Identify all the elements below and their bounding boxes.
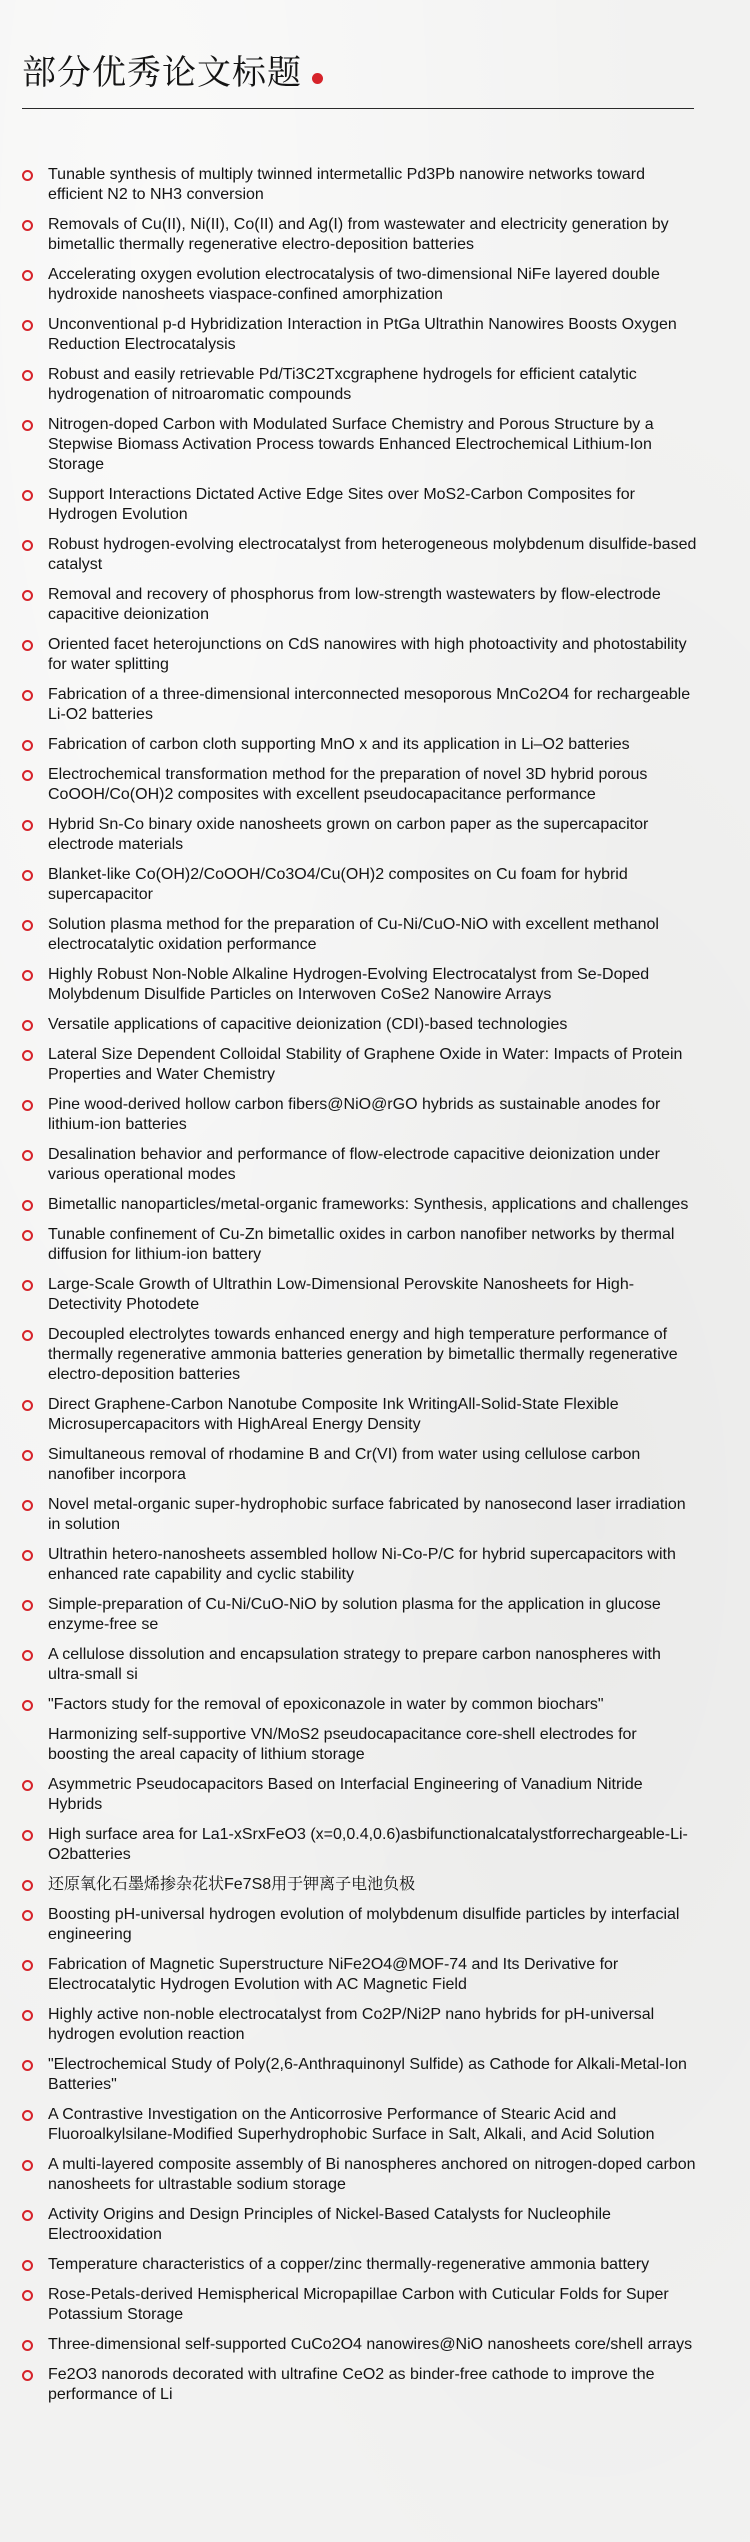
- circle-bullet-icon: [22, 170, 33, 181]
- circle-bullet-icon: [22, 2290, 33, 2301]
- circle-bullet-icon: [22, 1880, 33, 1891]
- circle-bullet-icon: [22, 270, 33, 281]
- paper-title: Bimetallic nanoparticles/metal-organic frameworks: Synthesis, applications and challenges: [48, 1196, 689, 1213]
- circle-bullet-icon: [22, 540, 33, 551]
- circle-bullet-icon: [22, 1500, 33, 1511]
- paper-title: Harmonizing self-supportive VN/MoS2 pseudocapacitance core-shell electrodes for boosting the areal capacity of lithium storage: [48, 1726, 637, 1763]
- list-item: [22, 1545, 698, 1585]
- list-item: [22, 2055, 698, 2095]
- list-item: [22, 1905, 698, 1945]
- list-item: [22, 685, 698, 725]
- paper-title: A cellulose dissolution and encapsulation strategy to prepare carbon nanospheres with ultra-small si: [48, 1646, 661, 1683]
- paper-title: Robust hydrogen-evolving electrocatalyst from heterogeneous molybdenum disulfide-based catalyst: [48, 536, 697, 573]
- circle-bullet-icon: [22, 1280, 33, 1291]
- list-item: [22, 585, 698, 625]
- list-item: [22, 965, 698, 1005]
- list-item: [22, 865, 698, 905]
- paper-title: Highly Robust Non-Noble Alkaline Hydrogen-Evolving Electrocatalyst from Se-Doped Molybdenum Disulfide Particles on Interwoven CoSe2 Nanowire Arrays: [48, 966, 650, 1003]
- paper-title: 还原氧化石墨烯掺杂花状Fe7S8用于钾离子电池负极: [48, 1876, 416, 1893]
- paper-title: Fe2O3 nanorods decorated with ultrafine CeO2 as binder-free cathode to improve the performance of Li: [48, 2366, 655, 2403]
- circle-bullet-icon: [22, 740, 33, 751]
- circle-bullet-icon: [22, 370, 33, 381]
- circle-bullet-icon: [22, 1400, 33, 1411]
- circle-bullet-icon: [22, 1700, 33, 1711]
- paper-title: Tunable synthesis of multiply twinned intermetallic Pd3Pb nanowire networks toward efficient N2 to NH3 conversion: [48, 166, 646, 203]
- circle-bullet-icon: [22, 1200, 33, 1211]
- paper-title: Direct Graphene-Carbon Nanotube Composite Ink WritingAll-Solid-State Flexible Microsupercapacitors with HighAreal Energy Density: [48, 1396, 619, 1433]
- paper-title: Simple-preparation of Cu-Ni/CuO-NiO by solution plasma for the application in glucose enzyme-free se: [48, 1596, 661, 1633]
- circle-bullet-icon: [22, 2060, 33, 2071]
- circle-bullet-icon: [22, 920, 33, 931]
- list-item: [22, 2285, 698, 2325]
- list-item: [22, 365, 698, 405]
- list-item: [22, 1775, 698, 1815]
- paper-title: Three-dimensional self-supported CuCo2O4 nanowires@NiO nanosheets core/shell arrays: [48, 2336, 693, 2353]
- list-item: [22, 1725, 698, 1765]
- list-item: [22, 735, 698, 755]
- paper-title: Boosting pH-universal hydrogen evolution of molybdenum disulfide particles by interfacial engineering: [48, 1906, 680, 1943]
- list-item: [22, 2205, 698, 2245]
- list-item: [22, 765, 698, 805]
- list-item: [22, 1955, 698, 1995]
- circle-bullet-icon: [22, 2370, 33, 2381]
- list-item: [22, 1645, 698, 1685]
- paper-title: Hybrid Sn-Co binary oxide nanosheets grown on carbon paper as the supercapacitor electrode materials: [48, 816, 649, 853]
- paper-title: Solution plasma method for the preparation of Cu-Ni/CuO-NiO with excellent methanol electrocatalytic oxidation performance: [48, 916, 659, 953]
- paper-title: "Electrochemical Study of Poly(2,6-Anthraquinonyl Sulfide) as Cathode for Alkali-Metal-Ion Batteries": [48, 2056, 687, 2093]
- paper-title: Rose-Petals-derived Hemispherical Micropapillae Carbon with Cuticular Folds for Super Potassium Storage: [48, 2286, 669, 2323]
- paper-title: A multi-layered composite assembly of Bi nanospheres anchored on nitrogen-doped carbon nanosheets for ultrastable sodium storage: [48, 2156, 696, 2193]
- paper-title: Simultaneous removal of rhodamine B and Cr(VI) from water using cellulose carbon nanofiber incorpora: [48, 1446, 641, 1483]
- circle-bullet-icon: [22, 1650, 33, 1661]
- list-item: [22, 1825, 698, 1865]
- list-item: [22, 415, 698, 475]
- paper-title: Oriented facet heterojunctions on CdS nanowires with high photoactivity and photostability for water splitting: [48, 636, 687, 673]
- list-item: [22, 165, 698, 205]
- circle-bullet-icon: [22, 1100, 33, 1111]
- circle-bullet-icon: [22, 1050, 33, 1061]
- list-item: [22, 1695, 698, 1715]
- paper-title: Support Interactions Dictated Active Edge Sites over MoS2-Carbon Composites for Hydrogen Evolution: [48, 486, 635, 523]
- list-item: [22, 2155, 698, 2195]
- list-item: [22, 1395, 698, 1435]
- paper-title: Removals of Cu(II), Ni(II), Co(II) and Ag(I) from wastewater and electricity generation by bimetallic thermally regenerative electro-deposition batteries: [48, 216, 669, 253]
- circle-bullet-icon: [22, 820, 33, 831]
- circle-bullet-icon: [22, 2260, 33, 2271]
- paper-title: Novel metal-organic super-hydrophobic surface fabricated by nanosecond laser irradiation in solution: [48, 1496, 686, 1533]
- list-item: [22, 535, 698, 575]
- circle-bullet-icon: [22, 2160, 33, 2171]
- paper-title: Robust and easily retrievable Pd/Ti3C2Txcgraphene hydrogels for efficient catalytic hydrogenation of nitroaromatic compounds: [48, 366, 637, 403]
- list-item: [22, 1445, 698, 1485]
- circle-bullet-icon: [22, 1230, 33, 1241]
- paper-title: Fabrication of Magnetic Superstructure NiFe2O4@MOF-74 and Its Derivative for Electrocatalytic Hydrogen Evolution with AC Magnetic Field: [48, 1956, 619, 1993]
- circle-bullet-icon: [22, 1960, 33, 1971]
- list-item: [22, 815, 698, 855]
- paper-title: "Factors study for the removal of epoxiconazole in water by common biochars": [48, 1696, 604, 1713]
- circle-bullet-icon: [22, 1020, 33, 1031]
- paper-title: Nitrogen-doped Carbon with Modulated Surface Chemistry and Porous Structure by a Stepwise Biomass Activation Process towards Enhanced Electrochemical Lithium-Ion Storage: [48, 416, 654, 473]
- paper-title: Accelerating oxygen evolution electrocatalysis of two-dimensional NiFe layered double hydroxide nanosheets viaspace-confined amorphization: [48, 266, 660, 303]
- list-item: [22, 1275, 698, 1315]
- list-item: [22, 2255, 698, 2275]
- paper-title: Versatile applications of capacitive deionization (CDI)-based technologies: [48, 1016, 568, 1033]
- circle-bullet-icon: [22, 420, 33, 431]
- circle-bullet-icon: [22, 490, 33, 501]
- page-title: 部分优秀论文标题: [22, 52, 302, 93]
- list-item: [22, 1595, 698, 1635]
- list-item: [22, 215, 698, 255]
- paper-title: Removal and recovery of phosphorus from low-strength wastewaters by flow-electrode capacitive deionization: [48, 586, 661, 623]
- circle-bullet-icon: [22, 1830, 33, 1841]
- paper-title: Tunable confinement of Cu-Zn bimetallic oxides in carbon nanofiber networks by thermal diffusion for lithium-ion battery: [48, 1226, 675, 1263]
- list-item: [22, 1325, 698, 1385]
- paper-title: Electrochemical transformation method for the preparation of novel 3D hybrid porous CoOOH/Co(OH)2 composites with excellent pseudocapacitance performance: [48, 766, 648, 803]
- list-item: [22, 315, 698, 355]
- list-item: [22, 2365, 698, 2405]
- circle-bullet-icon: [22, 1330, 33, 1341]
- list-item: [22, 1145, 698, 1185]
- paper-title: Large-Scale Growth of Ultrathin Low-Dimensional Perovskite Nanosheets for High-Detectivity Photodete: [48, 1276, 635, 1313]
- circle-bullet-icon: [22, 1780, 33, 1791]
- list-item: [22, 2335, 698, 2355]
- circle-bullet-icon: [22, 1450, 33, 1461]
- paper-title: Decoupled electrolytes towards enhanced energy and high temperature performance of thermally regenerative ammonia batteries generation by bimetallic thermally regenerative electro-deposition batteries: [48, 1326, 678, 1383]
- paper-title: Temperature characteristics of a copper/zinc thermally-regenerative ammonia battery: [48, 2256, 650, 2273]
- list-item: [22, 915, 698, 955]
- list-item: [22, 635, 698, 675]
- circle-bullet-icon: [22, 640, 33, 651]
- title-divider: [22, 108, 694, 109]
- circle-bullet-icon: [22, 220, 33, 231]
- list-item: [22, 1495, 698, 1535]
- paper-list: [22, 165, 697, 2405]
- circle-bullet-icon: [22, 690, 33, 701]
- circle-bullet-icon: [22, 1910, 33, 1921]
- list-item: [22, 1095, 698, 1135]
- circle-bullet-icon: [22, 320, 33, 331]
- list-item: [22, 485, 698, 525]
- list-item: [22, 1015, 698, 1035]
- circle-bullet-icon: [22, 870, 33, 881]
- circle-bullet-icon: [22, 2340, 33, 2351]
- paper-title: Desalination behavior and performance of flow-electrode capacitive deionization under various operational modes: [48, 1146, 660, 1183]
- section-heading: [22, 36, 694, 92]
- list-item: [22, 2005, 698, 2045]
- paper-title: Lateral Size Dependent Colloidal Stability of Graphene Oxide in Water: Impacts of Protein Properties and Water Chemistry: [48, 1046, 683, 1083]
- circle-bullet-icon: [22, 2210, 33, 2221]
- paper-title: Fabrication of carbon cloth supporting MnO x and its application in Li–O2 batteries: [48, 736, 630, 753]
- paper-title: A Contrastive Investigation on the Anticorrosive Performance of Stearic Acid and Fluoroalkylsilane-Modified Superhydrophobic Surface in Salt, Alkali, and Acid Solution: [48, 2106, 655, 2143]
- paper-title: Blanket-like Co(OH)2/CoOOH/Co3O4/Cu(OH)2 composites on Cu foam for hybrid supercapacitor: [48, 866, 628, 903]
- circle-bullet-icon: [22, 1550, 33, 1561]
- paper-title: Asymmetric Pseudocapacitors Based on Interfacial Engineering of Vanadium Nitride Hybrids: [48, 1776, 643, 1813]
- paper-title: Activity Origins and Design Principles of Nickel-Based Catalysts for Nucleophile Electrooxidation: [48, 2206, 611, 2243]
- list-item: [22, 1045, 698, 1085]
- list-item: [22, 1225, 698, 1265]
- circle-bullet-icon: [22, 590, 33, 601]
- circle-bullet-icon: [22, 970, 33, 981]
- paper-title: High surface area for La1-xSrxFeO3 (x=0,0.4,0.6)asbifunctionalcatalystforrechargeable-Li-O2batteries: [48, 1826, 688, 1863]
- circle-bullet-icon: [22, 2010, 33, 2021]
- list-item: [22, 265, 698, 305]
- list-item: [22, 1875, 698, 1895]
- circle-bullet-icon: [22, 1150, 33, 1161]
- paper-title: Pine wood-derived hollow carbon fibers@NiO@rGO hybrids as sustainable anodes for lithium-ion batteries: [48, 1096, 661, 1133]
- paper-title: Ultrathin hetero-nanosheets assembled hollow Ni-Co-P/C for hybrid supercapacitors with enhanced rate capability and cyclic stability: [48, 1546, 676, 1583]
- list-item: [22, 2105, 698, 2145]
- paper-title: Unconventional p-d Hybridization Interaction in PtGa Ultrathin Nanowires Boosts Oxygen Reduction Electrocatalysis: [48, 316, 677, 353]
- circle-bullet-icon: [22, 770, 33, 781]
- circle-bullet-icon: [22, 2110, 33, 2121]
- circle-bullet-icon: [22, 1600, 33, 1611]
- red-dot-icon: [312, 73, 323, 84]
- list-item: [22, 1195, 698, 1215]
- paper-title: Highly active non-noble electrocatalyst from Co2P/Ni2P nano hybrids for pH-universal hydrogen evolution reaction: [48, 2006, 655, 2043]
- paper-title: Fabrication of a three-dimensional interconnected mesoporous MnCo2O4 for rechargeable Li-O2 batteries: [48, 686, 691, 723]
